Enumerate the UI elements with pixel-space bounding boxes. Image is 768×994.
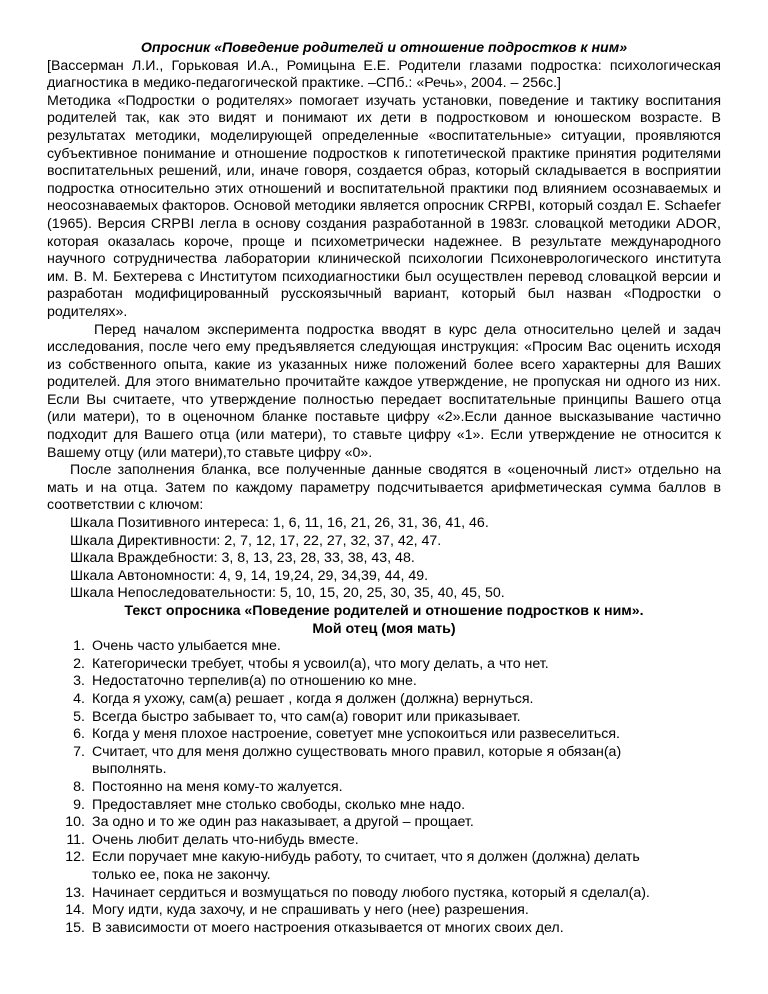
item-number: 5.: [73, 708, 85, 725]
item-text: Предоставляет мне столько свободы, сколько мне надо.: [92, 796, 466, 813]
citation: [Вассерман Л.И., Горьковая И.А., Ромицына Е.Е. Родители глазами подростка: психологическая диагностика в медико-педагогической практике. –СПб.: «Речь», 2004. – 256с.]: [47, 57, 721, 92]
list-item: [47, 726, 721, 744]
list-item: [47, 849, 721, 884]
item-text: В зависимости от моего настроения отказывается от многих своих дел.: [92, 919, 564, 936]
scale-positive-interest: Шкала Позитивного интереса: 1, 6, 11, 16, 21, 26, 31, 36, 41, 46.: [70, 515, 489, 532]
list-item: [47, 779, 721, 797]
item-text: Если поручает мне какую-нибудь работу, то считает, что я должен (должна) делать только ее, пока не закончу.: [92, 849, 640, 883]
item-text: Когда у меня плохое настроение, советует мне успокоиться или развеселиться.: [92, 726, 620, 743]
scales-list: [47, 515, 721, 603]
list-item: [47, 885, 721, 903]
list-item: [47, 744, 721, 779]
item-number: 2.: [73, 655, 85, 672]
list-item: [47, 797, 721, 815]
item-text: Очень часто улыбается мне.: [92, 638, 281, 655]
item-text: Всегда быстро забывает то, что сам(а) говорит или приказывает.: [92, 708, 521, 725]
list-item: [47, 656, 721, 674]
item-text: Постоянно на меня кому-то жалуется.: [92, 778, 343, 795]
questionnaire-subheading: Мой отец (моя мать): [312, 620, 456, 637]
list-item: [47, 814, 721, 832]
scale-inconsistency: Шкала Непоследовательности: 5, 10, 15, 20, 25, 30, 35, 40, 45, 50.: [70, 585, 505, 602]
item-text: За одно и то же один раз наказывает, а другой – прощает.: [92, 814, 474, 831]
paragraph-method-description: Методика «Подростки о родителях» помогает изучать установки, поведение и тактику воспитания родителей так, как это видят и понимают их дети в подростковом и юношеском возрасте. В результатах методики, моделирующей определенные «воспитательные» ситуации, проявляются субъективное понимание и отношение подростков к гипотетической практике принятия родителями воспитательных решений, или, иначе говоря, создается образ, который складывается в восприятии подростка относительно этих отношений и воспитательной практики под влиянием осознаваемых и неосознаваемых факторов. Основой методики является опросник CRPBI, который создал E. Schaefer (1965). Версия CRPBI легла в основу создания разработанной в 1983г. словацкой методики ADOR, которая оказалась короче, проще и психометрически надежнее. В результате международного научного сотрудничества лаборатории клинической психологии Психоневрологического института им. В. М. Бехтерева с Институтом психодиагностики был осуществлен перевод словацкой версии и разработан модифицированный русскоязычный вариант, который был назван «Подростки о родителях».: [47, 92, 721, 320]
scale-autonomy: Шкала Автономности: 4, 9, 14, 19,24, 29, 34,39, 44, 49.: [70, 567, 429, 584]
item-number: 11.: [66, 831, 85, 848]
list-item: [47, 709, 721, 727]
item-number: 8.: [73, 778, 85, 795]
item-number: 6.: [73, 726, 85, 743]
questionnaire-items: [47, 638, 721, 937]
item-number: 1.: [73, 638, 85, 655]
item-text: Когда я ухожу, сам(а) решает , когда я должен (должна) вернуться.: [92, 690, 534, 707]
item-number: 10.: [65, 814, 85, 831]
questionnaire-heading: Текст опросника «Поведение родителей и отношение подростков к ним».: [124, 603, 644, 619]
item-number: 4.: [73, 690, 85, 707]
list-item: [47, 638, 721, 656]
item-text: Начинает сердиться и возмущаться по поводу любого пустяка, который я сделал(а).: [92, 884, 650, 901]
item-text: Очень любит делать что-нибудь вместе.: [92, 831, 359, 848]
item-text: Недостаточно терпелив(а) по отношению ко мне.: [92, 673, 417, 690]
list-item: [47, 920, 721, 938]
list-item: [47, 691, 721, 709]
list-item: [47, 832, 721, 850]
list-item: [47, 673, 721, 691]
paragraph-instruction: Перед началом эксперимента подростка вводят в курс дела относительно целей и задач исследования, после чего ему предъявляется следующая инструкция: «Просим Вас оценить исходя из собственного опыта, какие из указанных ниже положений более всего характерны для Ваших родителей. Для этого внимательно прочитайте каждое утверждение, не пропуская ни одного из них. Если Вы считаете, что утверждение полностью передает воспитательные принципы Вашего отца (или матери), то в оценочном бланке поставьте цифру «2».Если данное высказывание частично подходит для Вашего отца (или матери), то ставьте цифру «1». Если утверждение не относится к Вашему отцу (или матери),то ставьте цифру «0».: [47, 321, 721, 461]
item-number: 15.: [65, 919, 85, 936]
item-number: 12.: [65, 849, 85, 866]
scale-directiveness: Шкала Директивности: 2, 7, 12, 17, 22, 27, 32, 37, 42, 47.: [70, 532, 442, 549]
item-text: Категорически требует, чтобы я усвоил(а), что могу делать, а что нет.: [92, 655, 549, 672]
item-number: 3.: [73, 673, 85, 690]
item-number: 14.: [65, 902, 85, 919]
item-text: Считает, что для меня должно существовать много правил, которые я обязан(а) выполнять.: [92, 743, 622, 778]
scale-hostility: Шкала Враждебности: 3, 8, 13, 23, 28, 33, 38, 43, 48.: [70, 550, 415, 567]
list-item: [47, 902, 721, 920]
item-number: 7.: [73, 743, 85, 760]
item-number: 13.: [65, 884, 85, 901]
item-text: Могу идти, куда захочу, и не спрашивать у него (нее) разрешения.: [92, 902, 529, 919]
paragraph-scoring: После заполнения бланка, все полученные данные сводятся в «оценочный лист» отдельно на мать и на отца. Затем по каждому параметру подсчитывается арифметическая сумма баллов в соответствии с ключом:: [47, 462, 721, 514]
document-title: Опросник «Поведение родителей и отношение подростков к ним»: [140, 40, 628, 56]
item-number: 9.: [73, 796, 85, 813]
